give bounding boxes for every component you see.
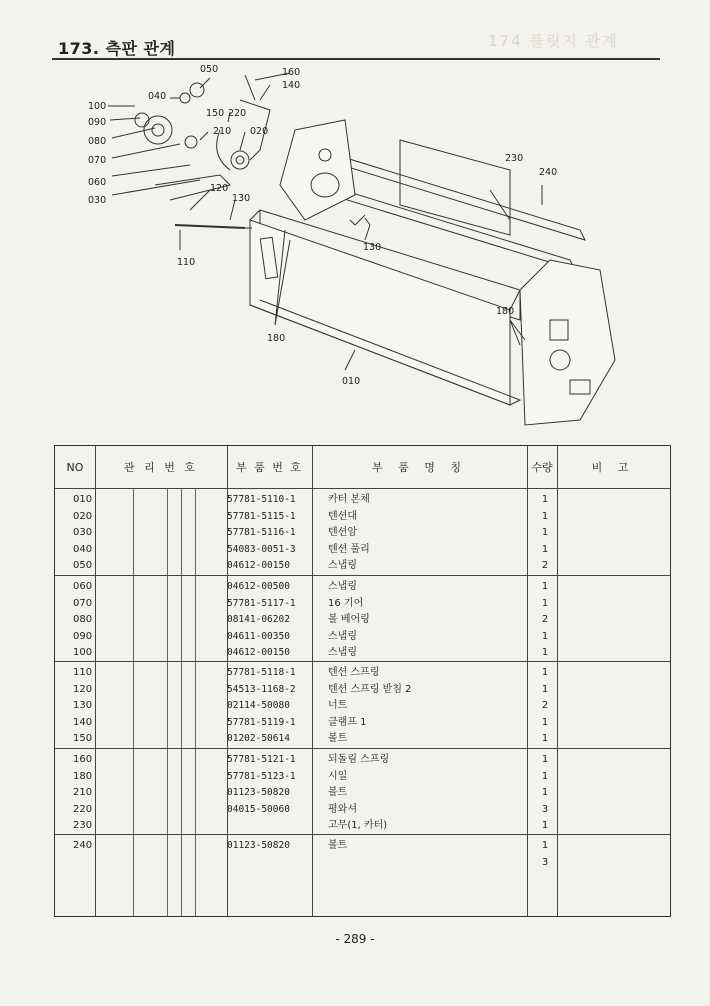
row-part-no: 04612-00150 [227, 647, 290, 659]
callout-label: 160 [282, 67, 301, 78]
row-qty: 1 [541, 820, 549, 832]
col-header-qty: 수량 [531, 461, 553, 474]
row-no: 230 [73, 820, 93, 832]
row-qty: 1 [541, 754, 549, 765]
row-no: 180 [73, 770, 93, 782]
row-part-no: 57781-5123-1 [227, 770, 296, 782]
row-no: 010 [73, 494, 93, 505]
row-no: 020 [73, 510, 93, 522]
callout-label: 070 [88, 155, 107, 166]
row-no: 130 [73, 700, 93, 712]
row-qty: 1 [541, 527, 549, 539]
row-no: 210 [73, 787, 93, 799]
callout-label: 140 [282, 80, 301, 91]
row-part-no: 08141-06202 [227, 614, 290, 626]
callout-label: 110 [177, 257, 196, 268]
row-part-no: 57781-5115-1 [227, 510, 296, 522]
callout-label: 020 [250, 126, 269, 137]
row-no: 120 [73, 683, 93, 695]
row-qty: 3 [541, 803, 549, 815]
exploded-parts-diagram [80, 60, 640, 440]
row-part-name: 고무(1, 카터) [328, 820, 388, 832]
callout-label: 130 [232, 193, 251, 204]
row-no: 160 [73, 754, 93, 765]
row-qty: 1 [541, 770, 549, 782]
row-part-name: 볼트 [328, 787, 348, 799]
callout-label: 050 [200, 64, 219, 75]
row-qty: 1 [541, 667, 549, 678]
callout-label: 130 [363, 242, 382, 253]
row-part-name: 평와셔 [328, 803, 357, 815]
row-part-no: 54083-0051-3 [227, 543, 296, 555]
row-part-no: 04612-00500 [227, 581, 290, 592]
callout-label: 210 [213, 126, 232, 137]
row-qty: 2 [541, 700, 549, 712]
row-qty: 1 [541, 510, 549, 522]
row-qty: 1 [541, 716, 549, 728]
row-no: 040 [73, 543, 93, 555]
row-part-no: 54513-1168-2 [227, 683, 296, 695]
row-qty: 1 [541, 597, 549, 609]
row-part-name: 스냅링 [328, 630, 357, 642]
callout-label: 080 [88, 136, 107, 147]
row-part-name: 시일 [328, 770, 348, 782]
row-part-no: 57781-5118-1 [227, 667, 296, 678]
callout-label: 040 [148, 91, 167, 102]
callout-label: 150 [206, 108, 225, 119]
row-no: 100 [73, 647, 93, 659]
col-header-note: 비 고 [591, 461, 635, 474]
callout-label: 230 [505, 153, 524, 164]
row-part-no: 57781-5117-1 [227, 597, 296, 609]
callout-label: 060 [88, 177, 107, 188]
callout-label: 030 [88, 195, 107, 206]
row-qty: 2 [541, 560, 549, 572]
row-qty: 1 [541, 733, 549, 745]
bleed-through-title: 174 플릿지 관계 [488, 32, 619, 50]
row-part-no: 57781-5121-1 [227, 754, 296, 765]
col-header-no: NO [66, 460, 84, 474]
row-no: 030 [73, 527, 93, 539]
row-part-name: 너트 [328, 700, 348, 712]
row-part-no: 57781-5116-1 [227, 527, 296, 539]
callout-label: 180 [496, 306, 515, 317]
row-part-no: 01123-50820 [227, 787, 290, 799]
row-part-name: 스냅링 [328, 560, 357, 572]
row-no: 090 [73, 630, 93, 642]
row-no: 150 [73, 733, 93, 745]
row-part-no: 04612-00150 [227, 560, 290, 572]
row-no: 140 [73, 716, 93, 728]
col-header-part-no: 부 품 번 호 [236, 461, 303, 474]
page-number: - 289 - [335, 932, 375, 946]
row-no: 220 [73, 803, 93, 815]
row-no: 110 [73, 667, 93, 678]
row-part-no: 01123-50820 [227, 840, 290, 851]
row-no: 060 [73, 581, 93, 592]
row-part-name: 볼 베어링 [328, 614, 370, 626]
row-part-name: 텐션대 [328, 510, 357, 522]
callout-label: 010 [342, 376, 361, 387]
row-part-no: 57781-5110-1 [227, 494, 296, 505]
row-qty: 1 [541, 494, 549, 505]
row-qty: 1 [541, 840, 549, 851]
row-part-name: 클램프 1 [328, 716, 367, 728]
row-qty: 1 [541, 543, 549, 555]
row-part-name: 볼트 [328, 733, 348, 745]
row-part-no: 02114-50080 [227, 700, 290, 712]
row-qty: 1 [541, 630, 549, 642]
row-no: 080 [73, 614, 93, 626]
row-part-name: 텐션 스프링 받침 2 [328, 683, 412, 695]
parts-table [54, 445, 671, 917]
page-title: 173. 측판 관계 [58, 39, 176, 58]
row-part-no: 04611-00350 [227, 630, 290, 642]
callout-label: 100 [88, 101, 107, 112]
row-qty: 3 [541, 856, 549, 868]
row-part-no: 04015-50060 [227, 803, 290, 815]
row-qty: 1 [541, 581, 549, 592]
col-header-management-no: 관 리 번 호 [124, 461, 198, 474]
row-part-name: 텐션 스프링 [328, 667, 380, 678]
callout-label: 090 [88, 117, 107, 128]
row-part-name: 스냅링 [328, 647, 357, 659]
row-part-name: 되돌림 스프링 [328, 754, 390, 765]
col-header-part-name: 부 품 명 칭 [372, 461, 467, 474]
row-no: 070 [73, 597, 93, 609]
row-part-no: 57781-5119-1 [227, 716, 296, 728]
row-qty: 1 [541, 787, 549, 799]
row-part-no: 01202-50614 [227, 733, 290, 745]
callout-label: 240 [539, 167, 558, 178]
row-part-name: 카터 본체 [328, 494, 370, 505]
row-part-name: 텐션 풀리 [328, 543, 370, 555]
row-part-name: 16 기어 [328, 597, 364, 609]
row-no: 240 [73, 840, 93, 851]
row-qty: 2 [541, 614, 549, 626]
row-qty: 1 [541, 683, 549, 695]
row-part-name: 볼트 [328, 840, 348, 851]
row-no: 050 [73, 560, 93, 572]
callout-label: 220 [228, 108, 247, 119]
row-part-name: 스냅링 [328, 581, 357, 592]
callout-label: 120 [210, 183, 229, 194]
callout-label: 180 [267, 333, 286, 344]
row-part-name: 텐션암 [328, 527, 357, 539]
row-qty: 1 [541, 647, 549, 659]
